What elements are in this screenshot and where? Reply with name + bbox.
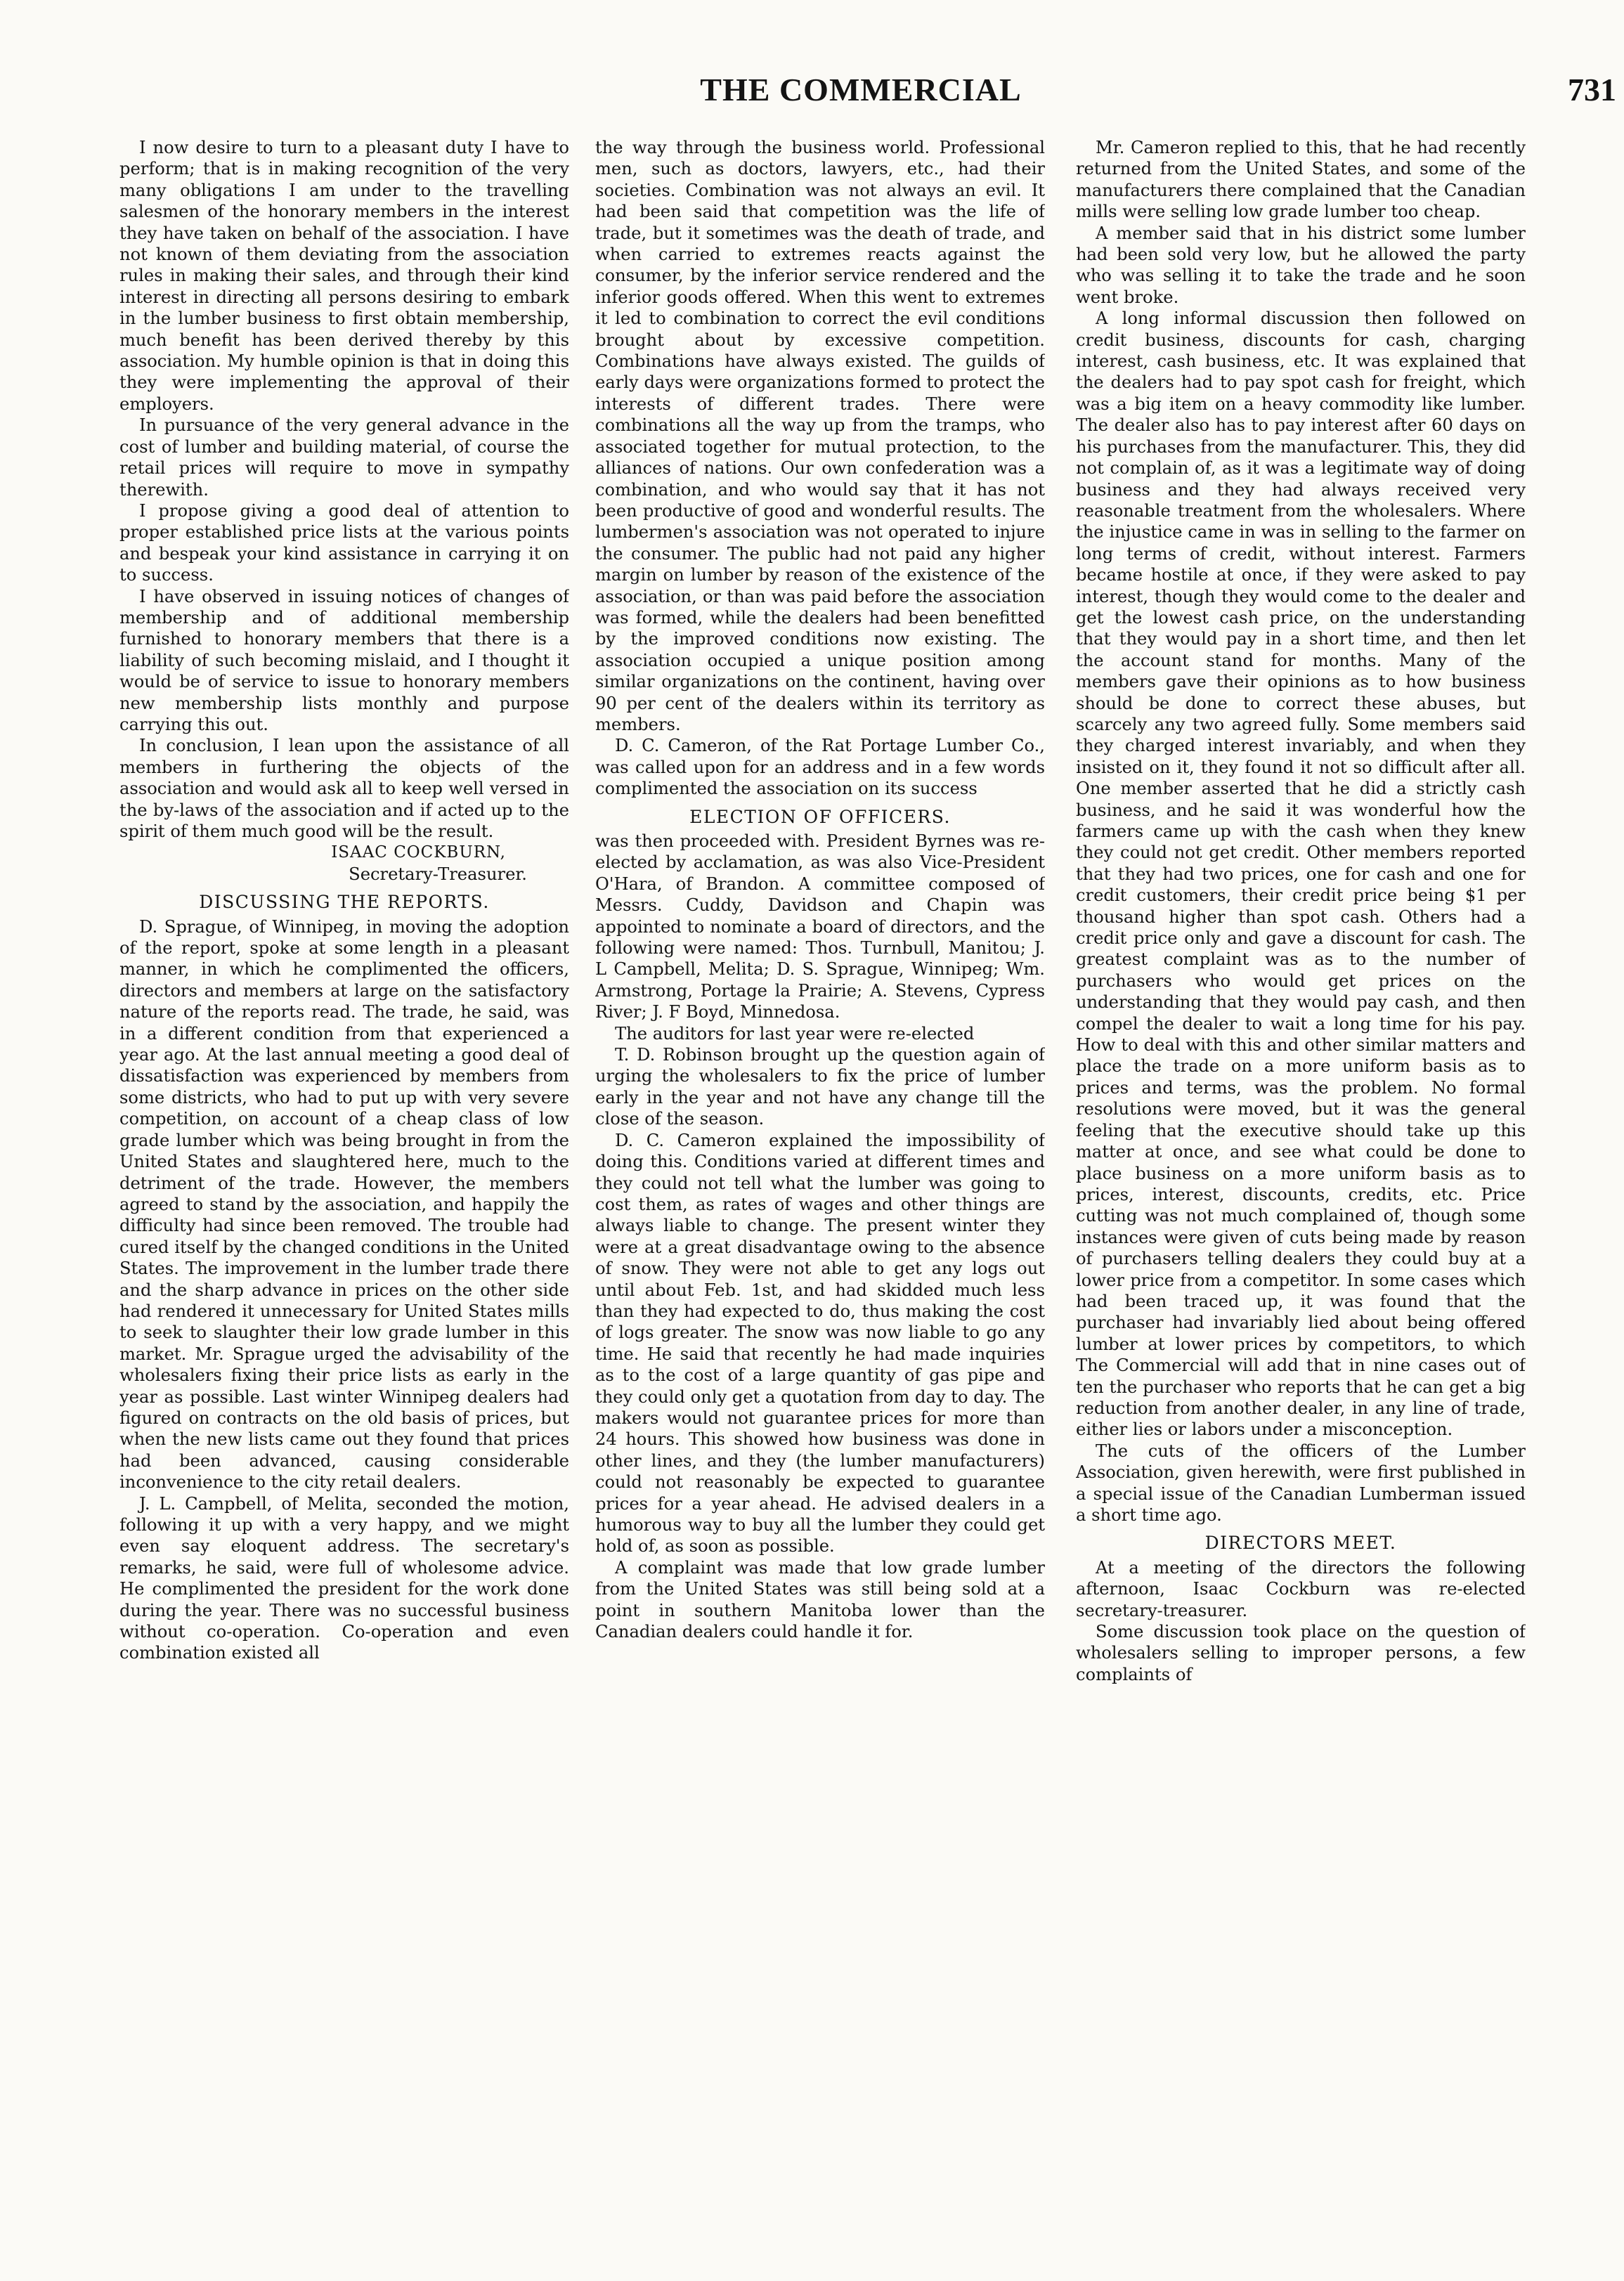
paragraph-continued: was then proceeded with. President Byrnes was re-elected by acclamation, as was also Vice-President O'Hara, of Brandon. A committee composed of Messrs. Cuddy, Davidson and Chapin was appointed to nominate a board of directors, and the following were named: Thos. Turnbull, Manitou; J. L Campbell, Melita; D. S. Sprague, Winnipeg; Wm. Armstrong, Portage la Prairie; A. Stevens, Cypress River; J. F Boyd, Minnedosa.: [595, 831, 1045, 1022]
article-column-3: [1076, 137, 1526, 2259]
paragraph: Some discussion took place on the question of wholesalers selling to improper persons, a few complaints of: [1076, 1622, 1526, 1684]
section-heading: DISCUSSING THE REPORTS.: [199, 892, 490, 913]
paragraph: I propose giving a good deal of attention to proper established price lists at the various points and bespeak your kind assistance in carrying it on to success.: [119, 500, 569, 585]
paragraph: J. L. Campbell, of Melita, seconded the motion, following it up with a very happy, and we might even say eloquent address. The secretary's remarks, he said, were full of wholesome advice. He complimented the president for the work done during the year. There was no successful business without co-operation. Co-operation and even combination existed all: [119, 1493, 569, 1663]
paragraph: A complaint was made that low grade lumber from the United States was still being sold at a point in southern Manitoba lower than the Canadian dealers could handle it for.: [595, 1557, 1045, 1642]
page-header: [105, 70, 1616, 112]
paragraph: The cuts of the officers of the Lumber Association, given herewith, were first published in a special issue of the Canadian Lumberman issued a short time ago.: [1076, 1441, 1526, 1525]
publication-title: THE COMMERCIAL: [700, 72, 1022, 108]
paragraph: In conclusion, I lean upon the assistance of all members in furthering the objects of the association and would ask all to keep well versed in the by-laws of the association and if acted up to the spirit of them much good will be the result.: [119, 736, 569, 841]
paragraph-continued: the way through the business world. Professional men, such as doctors, lawyers, etc., had their societies. Combination was not always an evil. It had been said that competition was the life of trade, but it sometimes was the death of trade, and when carried to extremes reacts against the consumer, by the inferior service rendered and the inferior goods offered. When this went to extremes it led to combination to correct the evil conditions brought about by excessive competition. Combinations have always existed. The guilds of early days were organizations formed to protect the interests of different trades. There were combinations all the way up from the tramps, who associated together for mutual protection, to the alliances of nations. Our own confederation was a combination, and who would say that it has not been productive of good and wonderful results. The lumbermen's association was not operated to injure the consumer. The public had not paid any higher margin on lumber by reason of the existence of the association, or than was paid before the association was formed, while the dealers had been benefitted by the improved conditions now existing. The association occupied a unique position among similar organizations on the continent, having over 90 per cent of the dealers within its territory as members.: [595, 138, 1045, 734]
paragraph: A member said that in his district some lumber had been sold very low, but he allowed the party who was selling it to take the trade and he soon went broke.: [1076, 223, 1526, 307]
paragraph: T. D. Robinson brought up the question again of urging the wholesalers to fix the price of lumber early in the year and not have any change till the close of the season.: [595, 1045, 1045, 1129]
paragraph: I now desire to turn to a pleasant duty I have to perform; that is in making recognition of the very many obligations I am under to the travelling salesmen of the honorary members in the interest they have taken on behalf of the association. I have not known of them deviating from the association rules in making their sales, and through their kind interest in directing all persons desiring to embark in the lumber business to first obtain membership, much benefit has been derived thereby by this association. My humble opinion is that in doing this they were implementing the approval of their employers.: [119, 138, 569, 414]
paragraph: D. C. Cameron, of the Rat Portage Lumber Co., was called upon for an address and in a few words complimented the association on its success: [595, 736, 1045, 799]
page-number: 731: [1568, 72, 1616, 108]
section-heading: DIRECTORS MEET.: [1204, 1533, 1397, 1554]
article-column-1: [119, 137, 569, 2259]
paragraph: Mr. Cameron replied to this, that he had recently returned from the United States, and some of the manufacturers there complained that the Canadian mills were selling low grade lumber too cheap.: [1076, 138, 1526, 222]
signature-title: Secretary-Treasurer.: [349, 864, 527, 884]
paragraph: I have observed in issuing notices of changes of membership and of additional membership furnished to honorary members that there is a liability of such becoming mislaid, and I thought it would be of service to issue to honorary members new membership lists monthly and purpose carrying this out.: [119, 586, 569, 734]
section-heading: ELECTION OF OFFICERS.: [689, 806, 951, 827]
paragraph: In pursuance of the very general advance in the cost of lumber and building material, of course the retail prices will require to move in sympathy therewith.: [119, 415, 569, 500]
paragraph: The auditors for last year were re-elected: [615, 1023, 975, 1044]
signature-name: ISAAC COCKBURN,: [331, 843, 506, 862]
paragraph: At a meeting of the directors the following afternoon, Isaac Cockburn was re-elected secretary-treasurer.: [1076, 1557, 1526, 1620]
article-column-2: [595, 137, 1045, 2259]
paragraph: D. Sprague, of Winnipeg, in moving the adoption of the report, spoke at some length in a pleasant manner, in which he complimented the officers, directors and members at large on the satisfactory nature of the reports read. The trade, he said, was in a different condition from that experienced a year ago. At the last annual meeting a good deal of dissatisfaction was experienced by members from some districts, who had to put up with very severe competition, on account of a cheap class of low grade lumber which was being brought in from the United States and slaughtered here, much to the detriment of the trade. However, the members agreed to stand by the association, and happily the difficulty had since been removed. The trouble had cured itself by the changed conditions in the United States. The improvement in the lumber trade there and the sharp advance in prices on the other side had rendered it unnecessary for United States mills to seek to slaughter their low grade lumber in this market. Mr. Sprague urged the advisability of the wholesalers fixing their price lists as early in the year as possible. Last winter Winnipeg dealers had figured on contracts on the old basis of prices, but when the new lists came out they found that prices had been advanced, causing considerable inconvenience to the city retail dealers.: [119, 916, 569, 1493]
paragraph: D. C. Cameron explained the impossibility of doing this. Conditions varied at different times and they could not tell what the lumber was going to cost them, as rates of wages and other things are always liable to change. The present winter they were at a great disadvantage owing to the absence of snow. They were not able to get any logs out until about Feb. 1st, and had skidded much less than they had expected to do, thus making the cost of logs greater. The snow was now liable to go any time. He said that recently he had made inquiries as to the cost of a large quantity of gas pipe and they could only get a quotation from day to day. The makers would not guarantee prices for more than 24 hours. This showed how business was done in other lines, and they (the lumber manufacturers) could not reasonably be expected to guarantee prices for a year ahead. He advised dealers in a humorous way to buy all the lumber they could get hold of, as soon as possible.: [595, 1130, 1045, 1557]
paragraph: A long informal discussion then followed on credit business, discounts for cash, charging interest, cash business, etc. It was explained that the dealers had to pay spot cash for freight, which was a big item on a heavy commodity like lumber. The dealer also has to pay interest after 60 days on his purchases from the manufacturer. This, they did not complain of, as it was a legitimate way of doing business and they had always received very reasonable treatment from the wholesalers. Where the injustice came in was in selling to the farmer on long terms of credit, without interest. Farmers became hostile at once, if they were asked to pay interest, though they would come to the dealer and get the lowest cash price, on the understanding that they would pay in a short time, and then let the account stand for months. Many of the members gave their opinions as to how business should be done to correct these abuses, but scarcely any two agreed fully. Some members said they charged interest invariably, and when they insisted on it, they found it not so difficult after all. One member asserted that he did a strictly cash business, and he said it was wonderful how the farmers came up with the cash when they knew they could not get credit. Other members reported that they had two prices, one for cash and one for credit customers, their credit price being $1 per thousand higher than spot cash. Others had a credit price only and gave a discount for cash. The greatest complaint was as to the number of purchasers who would get prices on the understanding that they would pay cash, and then compel the dealer to wait a long time for his pay. How to deal with this and other similar matters and place the trade on a more uniform basis as to prices and terms, was the problem. No formal resolutions were moved, but it was the general feeling that the executive should take up this matter at once, and see what could be done to place business on a more uniform basis as to prices, interest, discounts, credits, etc. Price cutting was not much complained of, though some instances were given of cuts being made by reason of purchasers telling dealers they could buy at a lower price from a competitor. In some cases which had been traced up, it was found that the purchaser had invariably lied about being offered lumber at lower prices by competitors, to which The Commercial will add that in nine cases out of ten the purchaser who reports that he can get a big reduction from another dealer, in any line of trade, either lies or labors under a misconception.: [1076, 308, 1526, 1440]
